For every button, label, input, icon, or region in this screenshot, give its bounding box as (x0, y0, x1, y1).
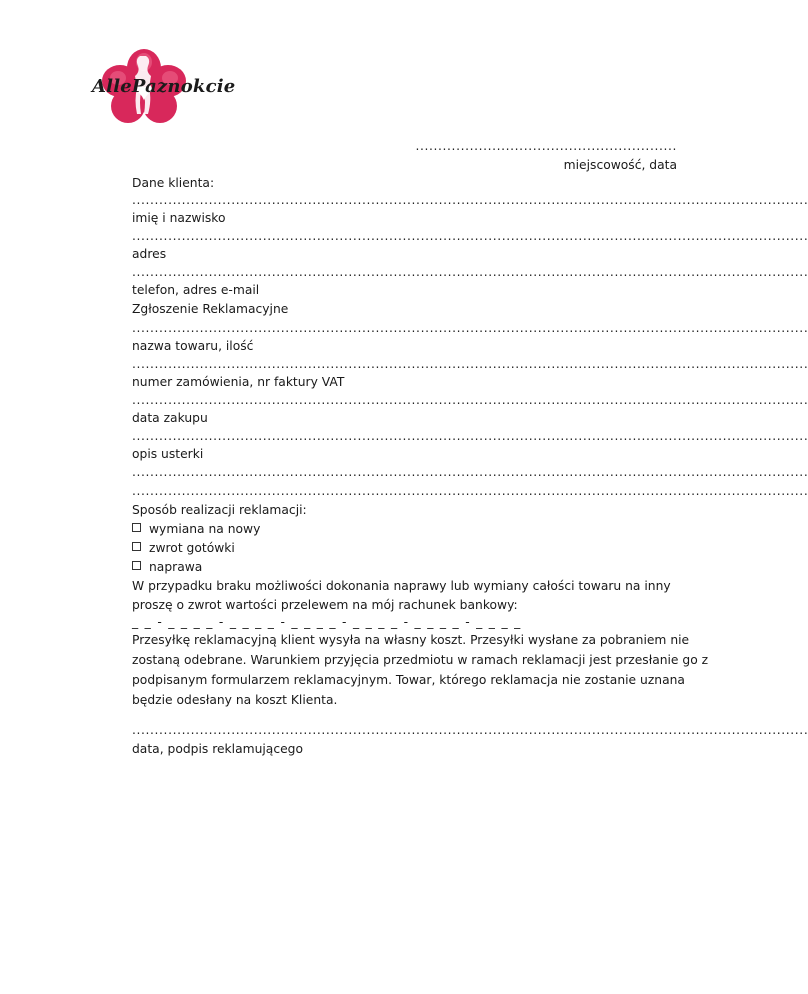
fill-line: ...................................................................................................................................................... (132, 193, 808, 207)
place-date-dots: .......................................................... (415, 139, 677, 153)
bank-account-pattern: _ _ - _ _ _ _ - _ _ _ _ - _ _ _ _ - _ _ _ _ - _ _ _ _ - _ _ _ _ (132, 615, 522, 629)
refund-text-line: W przypadku braku możliwości dokonania naprawy lub wymiany całości towaru na inny (132, 579, 671, 593)
refund-text-line: proszę o zwrot wartości przelewem na mój rachunek bankowy: (132, 598, 518, 612)
signature-label: data, podpis reklamującego (132, 742, 303, 756)
field-label: telefon, adres e-mail (132, 283, 260, 297)
place-date-label: miejscowość, data (563, 158, 677, 172)
resolution-heading: Sposób realizacji reklamacji: (132, 503, 307, 517)
notice-line: podpisanym formularzem reklamacyjnym. Towar, którego reklamacja nie zostanie uznana (132, 673, 685, 687)
fill-line: ...................................................................................................................................................... (132, 429, 808, 443)
fill-line: ...................................................................................................................................................... (132, 321, 808, 335)
fill-line: ...................................................................................................................................................... (132, 484, 808, 498)
fill-line: ...................................................................................................................................................... (132, 357, 808, 371)
checkbox[interactable] (132, 561, 141, 570)
field-label: opis usterki (132, 447, 204, 461)
field-label: adres (132, 247, 167, 261)
fill-line: ...................................................................................................................................................... (132, 229, 808, 243)
signature-dots: ...................................................................................................................................................... (132, 723, 808, 737)
field-label: numer zamówienia, nr faktury VAT (132, 375, 345, 389)
notice-line: będzie odesłany na koszt Klienta. (132, 693, 338, 707)
complaint-heading: Zgłoszenie Reklamacyjne (132, 302, 289, 316)
checkbox[interactable] (132, 542, 141, 551)
checkbox[interactable] (132, 523, 141, 532)
notice-line: Przesyłkę reklamacyjną klient wysyła na własny koszt. Przesyłki wysłane za pobraniem nie (132, 633, 690, 647)
client-heading: Dane klienta: (132, 176, 215, 190)
fill-line: ...................................................................................................................................................... (132, 265, 808, 279)
option-replace[interactable]: wymiana na nowy (132, 521, 677, 537)
field-label: imię i nazwisko (132, 211, 226, 225)
option-repair[interactable]: naprawa (132, 559, 677, 575)
fill-line: ...................................................................................................................................................... (132, 393, 808, 407)
field-label: nazwa towaru, ilość (132, 339, 254, 353)
logo-text: AllePaznokcie (92, 76, 236, 97)
field-label: data zakupu (132, 411, 208, 425)
fill-line: ...................................................................................................................................................... (132, 465, 808, 479)
option-refund[interactable]: zwrot gotówki (132, 540, 677, 556)
notice-line: zostaną odebrane. Warunkiem przyjęcia przedmiotu w ramach reklamacji jest przesłanie go z (132, 653, 709, 667)
